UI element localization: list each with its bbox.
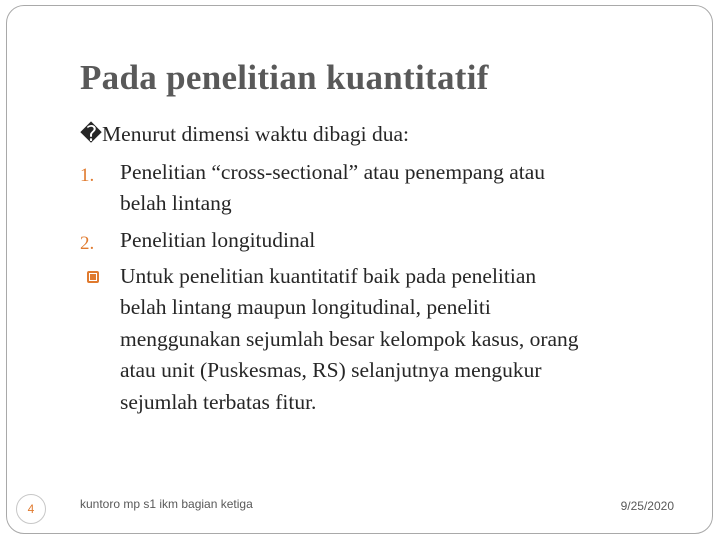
intro-text: Menurut dimensi waktu dibagi dua:: [102, 122, 409, 146]
note-line-3: menggunakan sejumlah besar kelompok kasus, orang: [120, 327, 579, 351]
list-item-1-line-2: belah lintang: [120, 191, 232, 215]
note-line-1: Untuk penelitian kuantitatif baik pada penelitian: [120, 264, 537, 288]
note-line-2: belah lintang maupun longitudinal, peneliti: [120, 295, 491, 319]
list-marker-1: 1.: [80, 165, 95, 186]
note-line-4: atau unit (Puskesmas, RS) selanjutnya mengukur: [120, 358, 542, 382]
checkbox-bullet-icon: [87, 271, 99, 283]
intro-line: [80, 122, 409, 147]
footer-text: kuntoro mp s1 ikm bagian ketiga: [80, 497, 253, 511]
slide-number: 4: [16, 494, 46, 524]
slide-title: Pada penelitian kuantitatif: [80, 58, 489, 97]
list-marker-2: 2.: [80, 233, 95, 254]
list-item-1-line-1: Penelitian “cross-sectional” atau penempang atau: [120, 160, 546, 184]
list-item-2-line-1: Penelitian longitudinal: [120, 228, 316, 252]
footer-date: 9/25/2020: [620, 499, 674, 513]
bullet-glyph-icon: �: [80, 122, 103, 146]
note-line-5: sejumlah terbatas fitur.: [120, 390, 317, 414]
